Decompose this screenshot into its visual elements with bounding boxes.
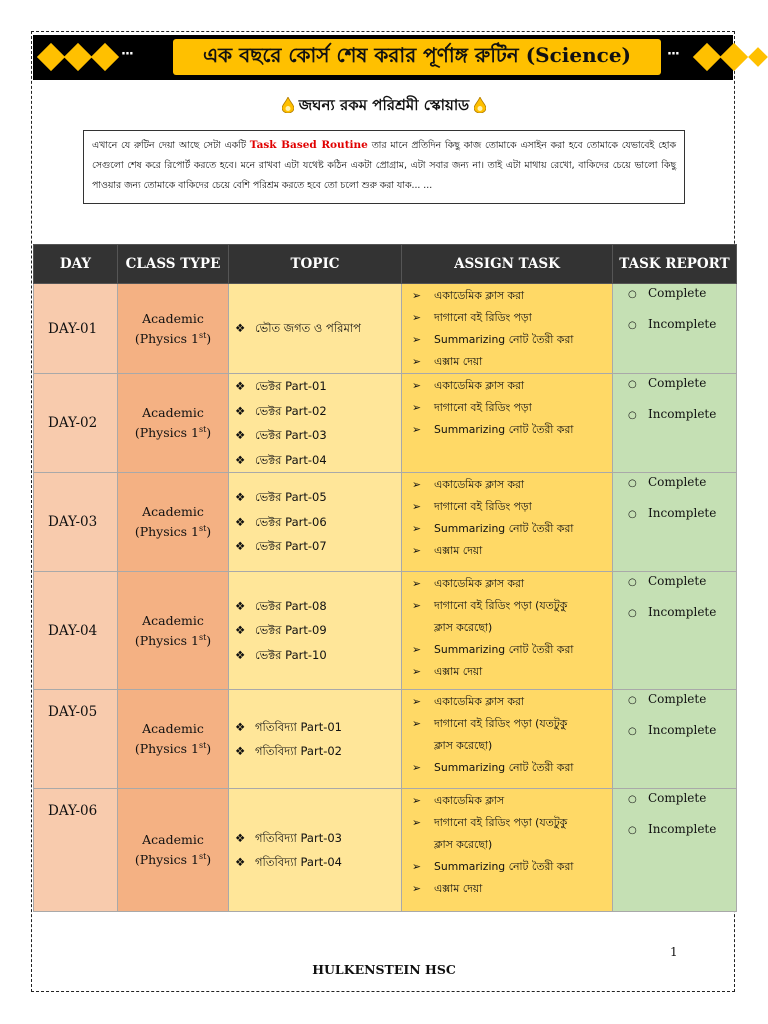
task-text: দাগানো বই রিডিং পড়া xyxy=(434,401,532,414)
routine-table xyxy=(33,244,737,912)
diamond-bullet-icon: ❖ xyxy=(235,514,246,529)
squad-subtitle xyxy=(0,94,768,119)
header-class-type: CLASS TYPE xyxy=(118,245,229,284)
report-label: Incomplete xyxy=(648,822,717,836)
task-item xyxy=(412,639,612,661)
circle-bullet-icon: ○ xyxy=(628,509,637,520)
arrow-bullet-icon: ➢ xyxy=(412,665,422,678)
task-text: Summarizing নোট তৈরী করা xyxy=(434,423,574,436)
task-item xyxy=(412,307,612,329)
task-item xyxy=(412,878,612,900)
arrow-bullet-icon: ➢ xyxy=(412,761,422,774)
topic-text: গতিবিদ্যা Part-01 xyxy=(255,719,342,734)
task-text: Summarizing নোট তৈরী করা xyxy=(434,860,574,873)
task-text: একাডেমিক ক্লাস করা xyxy=(434,577,525,590)
table-row xyxy=(34,374,737,473)
footer-brand: HULKENSTEIN HSC xyxy=(312,962,456,977)
diamond-bullet-icon: ❖ xyxy=(235,452,246,467)
circle-bullet-icon: ○ xyxy=(628,794,637,805)
circle-bullet-icon: ○ xyxy=(628,577,637,588)
arrow-bullet-icon: ➢ xyxy=(412,333,422,346)
circle-bullet-icon: ○ xyxy=(628,478,637,489)
report-option-complete[interactable] xyxy=(628,574,736,605)
task-item xyxy=(412,518,612,540)
arrow-bullet-icon: ➢ xyxy=(412,522,422,535)
title-banner xyxy=(33,35,733,80)
class-type-cell xyxy=(118,789,229,912)
arrow-bullet-icon: ➢ xyxy=(412,577,422,590)
diamond-bullet-icon: ❖ xyxy=(235,539,246,554)
report-label: Complete xyxy=(648,574,707,588)
fire-drop-icon xyxy=(474,97,486,113)
class-subject-close: ) xyxy=(206,425,212,441)
topic-cell xyxy=(229,690,402,789)
task-text: দাগানো বই রিডিং পড়া (যতটুকু xyxy=(434,717,568,730)
arrow-bullet-icon: ➢ xyxy=(412,643,422,656)
diamond-icon xyxy=(720,43,748,71)
arrow-bullet-icon: ➢ xyxy=(412,379,422,392)
class-type-cell xyxy=(118,374,229,473)
class-subject-close: ) xyxy=(206,633,212,649)
arrow-bullet-icon: ➢ xyxy=(412,500,422,513)
day-cell: DAY-02 xyxy=(34,374,118,473)
class-type-cell xyxy=(118,572,229,690)
day-cell: DAY-01 xyxy=(34,284,118,374)
task-item xyxy=(412,474,612,496)
intro-text-before: এখানে যে রুটিন দেয়া আছে সেটা একটি xyxy=(92,140,250,151)
arrow-bullet-icon: ➢ xyxy=(412,311,422,324)
report-label: Complete xyxy=(648,791,707,805)
diamond-bullet-icon: ❖ xyxy=(235,598,246,613)
topic-item xyxy=(235,423,401,448)
fire-drop-icon xyxy=(282,97,294,113)
diamond-bullet-icon: ❖ xyxy=(235,623,246,638)
arrow-bullet-icon: ➢ xyxy=(412,860,422,873)
report-label: Incomplete xyxy=(648,723,717,737)
circle-bullet-icon: ○ xyxy=(628,379,637,390)
report-label: Complete xyxy=(648,286,707,300)
task-item xyxy=(412,419,612,441)
class-subject: (Physics 1 xyxy=(134,852,199,868)
class-type: Academic xyxy=(142,310,204,326)
report-option-complete[interactable] xyxy=(628,376,736,407)
class-subject: (Physics 1 xyxy=(134,633,199,649)
task-text: Summarizing নোট তৈরী করা xyxy=(434,643,574,656)
arrow-bullet-icon: ➢ xyxy=(412,478,422,491)
topic-cell xyxy=(229,374,402,473)
arrow-bullet-icon: ➢ xyxy=(412,355,422,368)
diamond-bullet-icon: ❖ xyxy=(235,321,246,336)
class-subject-sup: st xyxy=(198,852,207,862)
class-type: Academic xyxy=(142,612,204,628)
task-item xyxy=(412,285,612,307)
task-item xyxy=(412,713,612,735)
class-type: Academic xyxy=(142,721,204,737)
task-item xyxy=(412,661,612,683)
task-item xyxy=(412,790,612,812)
dots-left: ··· xyxy=(121,47,133,62)
page-title: এক বছরে কোর্স শেষ করার পূর্ণাঙ্গ রুটিন (Science) xyxy=(173,39,661,75)
report-option-complete[interactable] xyxy=(628,692,736,723)
topic-text: ভেক্টর Part-02 xyxy=(255,403,327,418)
report-option-complete[interactable] xyxy=(628,791,736,822)
topic-cell xyxy=(229,473,402,572)
circle-bullet-icon: ○ xyxy=(628,410,637,421)
topic-item xyxy=(235,374,401,399)
intro-highlight: Task Based Routine xyxy=(249,139,368,151)
class-subject-sup: st xyxy=(198,632,207,642)
diamond-bullet-icon: ❖ xyxy=(235,719,246,734)
topic-item xyxy=(235,826,401,851)
report-cell xyxy=(613,572,737,690)
topic-item xyxy=(235,618,401,643)
topic-text: ভৌত জগত ও পরিমাপ xyxy=(255,321,361,336)
task-text: একাডেমিক ক্লাস করা xyxy=(434,379,525,392)
topic-item xyxy=(235,850,401,875)
header-day: DAY xyxy=(34,245,118,284)
class-subject-close: ) xyxy=(206,852,212,868)
intro-text-after: তার মানে প্রতিদিন কিছু কাজ তোমাকে এসাইন করা হবে তোমাকে যেভাবেই হোক সেগুলো শেষ করে রিপোর্ট করতে হবে। মনে রাখবা এটা যথেষ্ট কঠিন একটা প্রোগ্রাম, এটা সবার জন্য না। তাই এটা মাথায় রেখো, বাকিদের চেয়ে ভালো কিছু পাওয়ার জন্য তোমাকে বাকিদের চেয়ে বেশি পরিশ্রম করতে হবে তো চলো শুরু করা যাক... ... xyxy=(92,140,676,191)
report-option-complete[interactable] xyxy=(628,475,736,506)
class-subject-sup: st xyxy=(198,524,207,534)
report-label: Complete xyxy=(648,376,707,390)
circle-bullet-icon: ○ xyxy=(628,825,637,836)
topic-item xyxy=(235,715,401,740)
task-cell xyxy=(402,789,613,912)
class-type-cell xyxy=(118,284,229,374)
circle-bullet-icon: ○ xyxy=(628,695,637,706)
table-header-row xyxy=(34,245,737,284)
task-text: এক্সাম দেয়া xyxy=(434,544,483,557)
class-type: Academic xyxy=(142,405,204,421)
circle-bullet-icon: ○ xyxy=(628,320,637,331)
class-subject-close: ) xyxy=(206,741,212,757)
task-item xyxy=(412,595,612,617)
class-subject-sup: st xyxy=(198,425,207,435)
day-cell: DAY-05 xyxy=(34,690,118,789)
report-label: Incomplete xyxy=(648,605,717,619)
topic-item xyxy=(235,739,401,764)
diamond-bullet-icon: ❖ xyxy=(235,830,246,845)
task-text: দাগানো বই রিডিং পড়া xyxy=(434,500,532,513)
circle-bullet-icon: ○ xyxy=(628,608,637,619)
topic-item xyxy=(235,485,401,510)
topic-text: গতিবিদ্যা Part-03 xyxy=(255,830,342,845)
task-item xyxy=(412,691,612,713)
report-label: Complete xyxy=(648,475,707,489)
topic-text: ভেক্টর Part-04 xyxy=(255,452,327,467)
arrow-bullet-icon: ➢ xyxy=(412,599,422,612)
dots-right: ··· xyxy=(667,47,679,62)
task-text: এক্সাম দেয়া xyxy=(434,882,483,895)
day-cell: DAY-03 xyxy=(34,473,118,572)
report-option-incomplete[interactable] xyxy=(628,317,736,348)
class-subject-sup: st xyxy=(198,330,207,340)
task-cell xyxy=(402,284,613,374)
task-cell xyxy=(402,690,613,789)
report-cell xyxy=(613,374,737,473)
table-row xyxy=(34,473,737,572)
task-item xyxy=(412,573,612,595)
topic-text: ভেক্টর Part-10 xyxy=(255,647,327,662)
diamond-icon xyxy=(748,47,768,67)
report-label: Complete xyxy=(648,692,707,706)
header-assign-task: ASSIGN TASK xyxy=(402,245,613,284)
task-item xyxy=(412,812,612,834)
class-subject: (Physics 1 xyxy=(134,331,199,347)
topic-item xyxy=(235,643,401,668)
task-item xyxy=(412,540,612,562)
report-cell xyxy=(613,690,737,789)
report-option-complete[interactable] xyxy=(628,286,736,317)
class-type: Academic xyxy=(142,832,204,848)
task-text: Summarizing নোট তৈরী করা xyxy=(434,761,574,774)
subtitle-text: জঘন্য রকম পরিশ্রমী স্কোয়াড xyxy=(298,96,470,114)
day-cell: DAY-06 xyxy=(34,789,118,912)
task-text: দাগানো বই রিডিং পড়া xyxy=(434,311,532,324)
task-text: একাডেমিক ক্লাস করা xyxy=(434,478,525,491)
task-item xyxy=(412,351,612,373)
class-subject-close: ) xyxy=(206,331,212,347)
task-cell xyxy=(402,473,613,572)
task-text: এক্সাম দেয়া xyxy=(434,665,483,678)
header-topic: TOPIC xyxy=(229,245,402,284)
topic-item xyxy=(235,448,401,473)
diamond-bullet-icon: ❖ xyxy=(235,428,246,442)
intro-box xyxy=(83,130,685,204)
topic-text: ভেক্টর Part-06 xyxy=(255,514,327,529)
task-item xyxy=(412,757,612,779)
diamond-icon xyxy=(693,43,721,71)
diamond-bullet-icon: ❖ xyxy=(235,855,246,869)
task-cell xyxy=(402,572,613,690)
diamond-icon xyxy=(37,43,65,71)
arrow-bullet-icon: ➢ xyxy=(412,695,422,708)
diamond-bullet-icon: ❖ xyxy=(235,403,246,418)
class-subject: (Physics 1 xyxy=(134,425,199,441)
class-subject: (Physics 1 xyxy=(134,741,199,757)
arrow-bullet-icon: ➢ xyxy=(412,401,422,414)
topic-cell xyxy=(229,284,402,374)
diamond-icon xyxy=(64,43,92,71)
class-subject-close: ) xyxy=(206,524,212,540)
topic-item xyxy=(235,510,401,535)
topic-item xyxy=(235,534,401,559)
task-text: একাডেমিক ক্লাস করা xyxy=(434,289,525,302)
arrow-bullet-icon: ➢ xyxy=(412,816,422,829)
topic-cell xyxy=(229,572,402,690)
class-type: Academic xyxy=(142,504,204,520)
arrow-bullet-icon: ➢ xyxy=(412,794,422,807)
diamond-bullet-icon: ❖ xyxy=(235,647,246,662)
task-continuation: ক্লাস করেছো) xyxy=(434,838,493,851)
task-text: Summarizing নোট তৈরী করা xyxy=(434,333,574,346)
topic-text: ভেক্টর Part-08 xyxy=(255,598,327,613)
circle-bullet-icon: ○ xyxy=(628,289,637,300)
diamond-icon xyxy=(91,43,119,71)
task-continuation: ক্লাস করেছো) xyxy=(434,739,493,752)
topic-text: ভেক্টর Part-01 xyxy=(255,379,327,393)
topic-cell xyxy=(229,789,402,912)
report-label: Incomplete xyxy=(648,506,717,520)
report-cell xyxy=(613,473,737,572)
report-label: Incomplete xyxy=(648,407,717,421)
page-number: 1 xyxy=(670,945,678,959)
topic-text: ভেক্টর Part-03 xyxy=(255,428,327,442)
report-option-incomplete[interactable] xyxy=(628,723,736,754)
report-option-incomplete[interactable] xyxy=(628,506,736,537)
diamond-bullet-icon: ❖ xyxy=(235,490,246,505)
task-text: একাডেমিক ক্লাস xyxy=(434,794,504,807)
header-task-report: TASK REPORT xyxy=(613,245,737,284)
report-option-incomplete[interactable] xyxy=(628,822,736,853)
table-row xyxy=(34,284,737,374)
topic-item xyxy=(235,594,401,619)
table-row xyxy=(34,572,737,690)
report-label: Incomplete xyxy=(648,317,717,331)
task-item xyxy=(412,397,612,419)
circle-bullet-icon: ○ xyxy=(628,726,637,737)
diamond-bullet-icon: ❖ xyxy=(235,744,246,758)
topic-item xyxy=(235,316,401,341)
arrow-bullet-icon: ➢ xyxy=(412,289,422,302)
report-cell xyxy=(613,789,737,912)
diamond-bullet-icon: ❖ xyxy=(235,379,246,393)
task-item xyxy=(412,496,612,518)
task-text: দাগানো বই রিডিং পড়া (যতটুকু xyxy=(434,816,568,829)
report-option-incomplete[interactable] xyxy=(628,407,736,438)
topic-item xyxy=(235,399,401,424)
arrow-bullet-icon: ➢ xyxy=(412,882,422,895)
topic-text: ভেক্টর Part-09 xyxy=(255,623,327,638)
class-type-cell xyxy=(118,690,229,789)
task-cell xyxy=(402,374,613,473)
class-subject: (Physics 1 xyxy=(134,524,199,540)
task-text: একাডেমিক ক্লাস করা xyxy=(434,695,525,708)
topic-text: ভেক্টর Part-07 xyxy=(255,539,327,554)
report-option-incomplete[interactable] xyxy=(628,605,736,636)
task-item xyxy=(412,856,612,878)
topic-text: গতিবিদ্যা Part-04 xyxy=(255,855,342,869)
task-item xyxy=(412,329,612,351)
task-continuation: ক্লাস করেছো) xyxy=(434,621,493,634)
day-cell: DAY-04 xyxy=(34,572,118,690)
arrow-bullet-icon: ➢ xyxy=(412,544,422,557)
task-text: এক্সাম দেয়া xyxy=(434,355,483,368)
class-subject-sup: st xyxy=(198,741,207,751)
class-type-cell xyxy=(118,473,229,572)
topic-text: ভেক্টর Part-05 xyxy=(255,490,327,505)
report-cell xyxy=(613,284,737,374)
task-text: Summarizing নোট তৈরী করা xyxy=(434,522,574,535)
arrow-bullet-icon: ➢ xyxy=(412,717,422,730)
arrow-bullet-icon: ➢ xyxy=(412,423,422,436)
topic-text: গতিবিদ্যা Part-02 xyxy=(255,744,342,758)
task-text: দাগানো বই রিডিং পড়া (যতটুকু xyxy=(434,599,568,612)
table-row xyxy=(34,690,737,789)
table-row xyxy=(34,789,737,912)
task-item xyxy=(412,375,612,397)
